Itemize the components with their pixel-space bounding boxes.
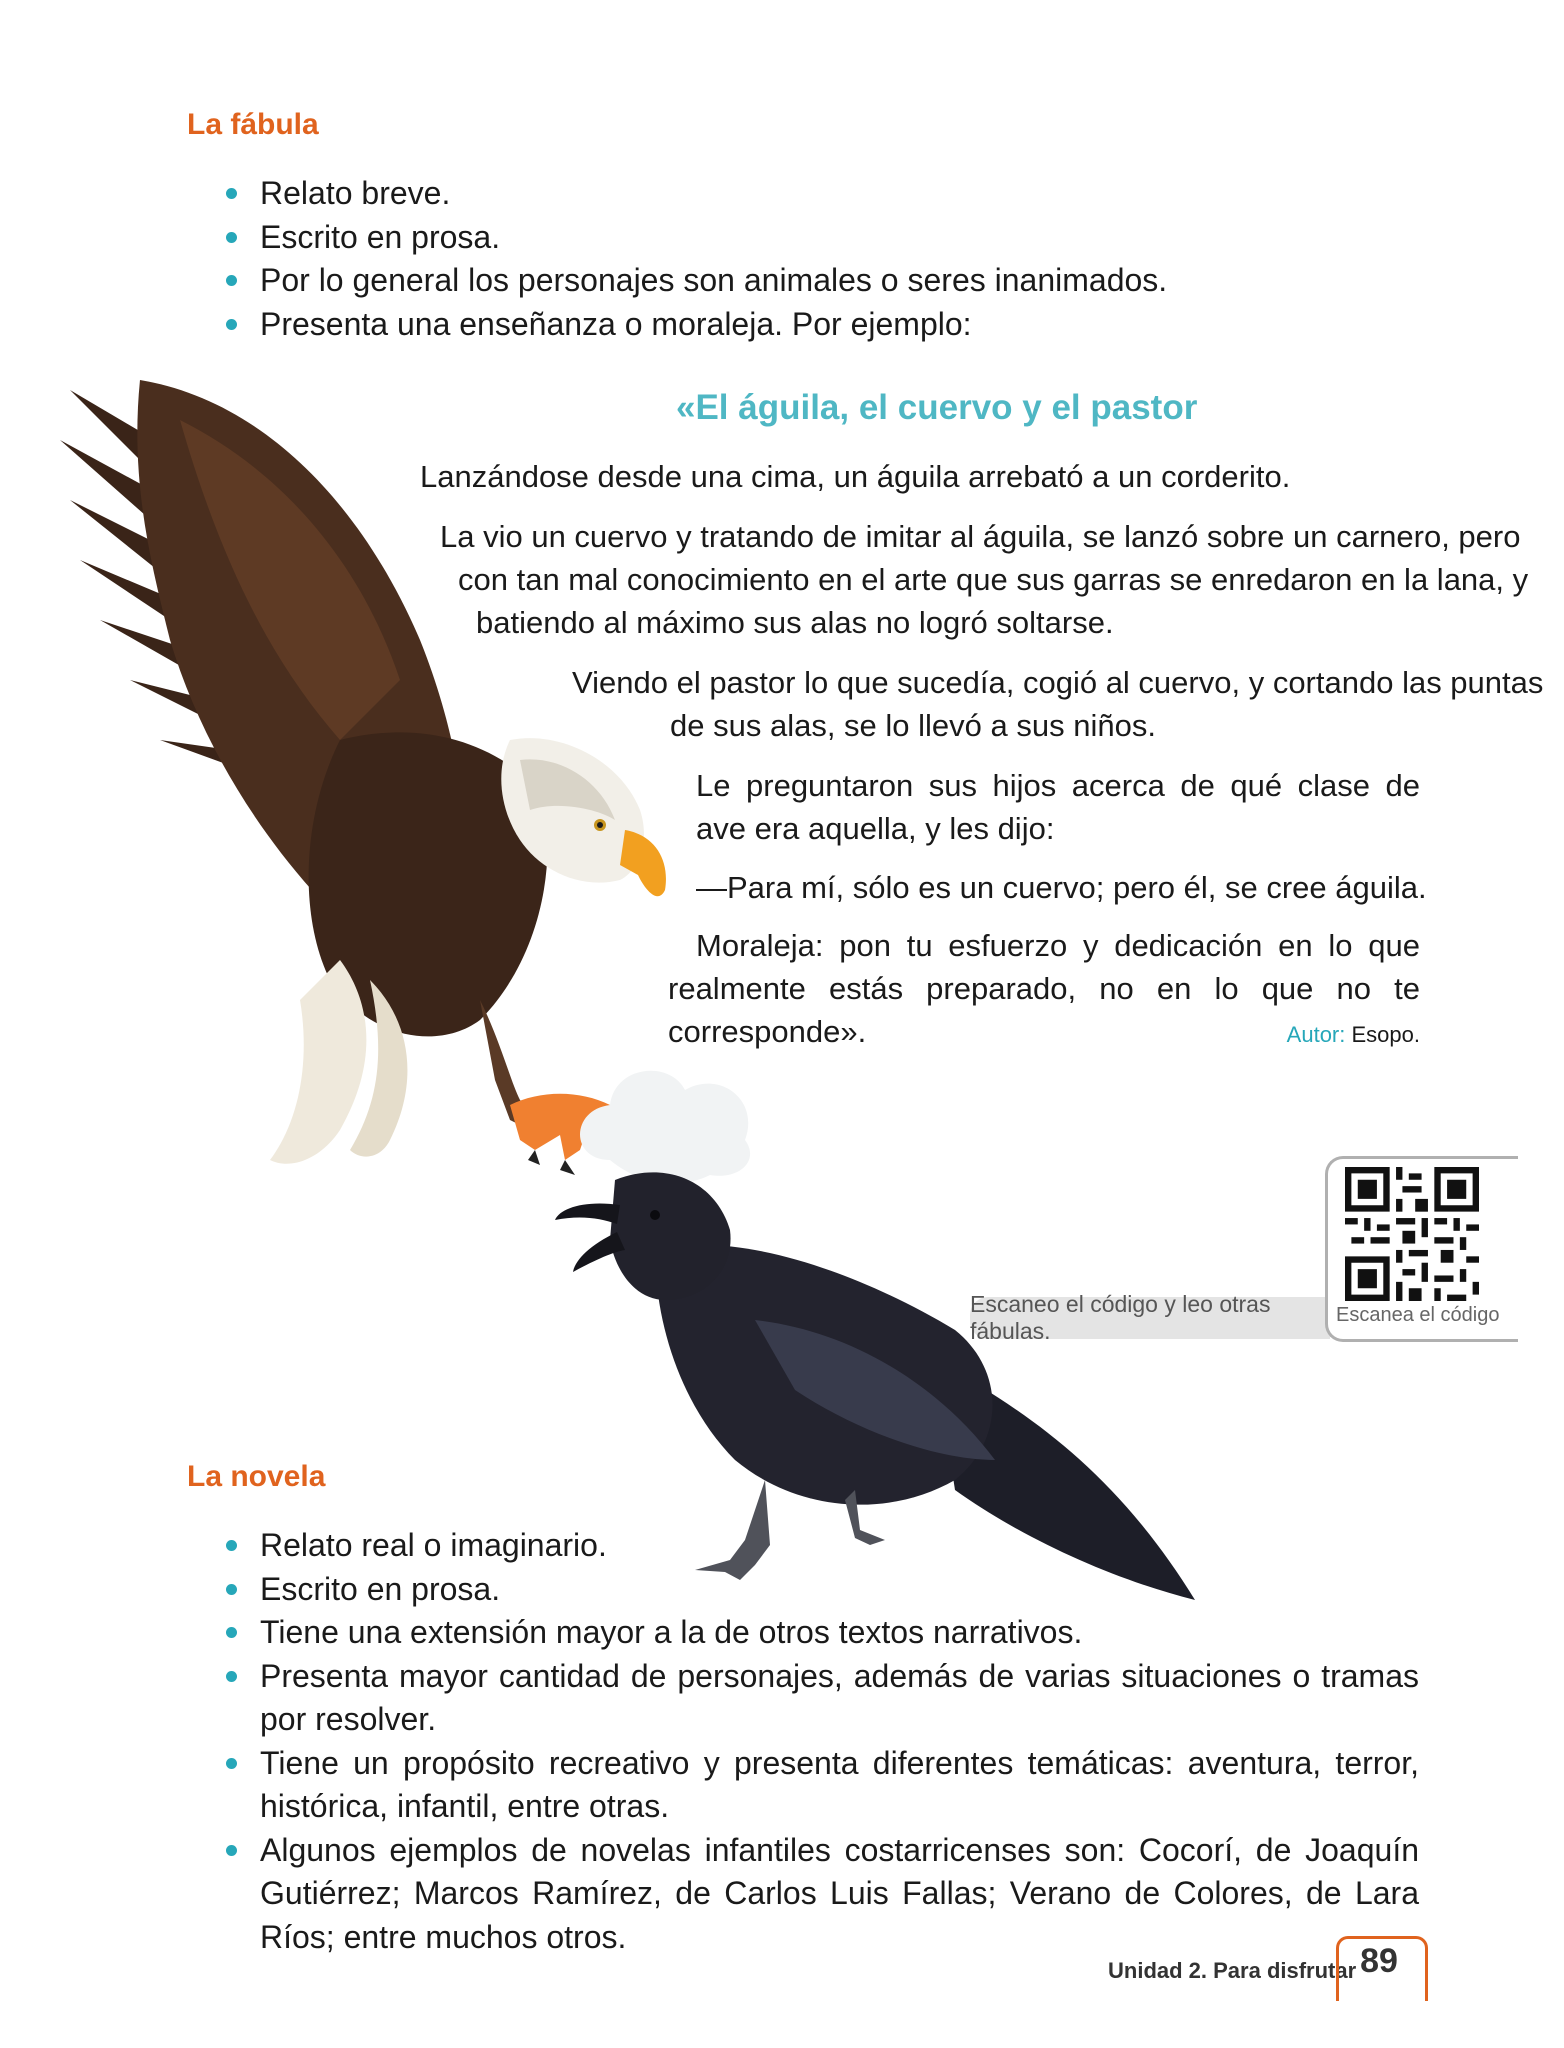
list-item: Relato breve. bbox=[224, 172, 1167, 216]
fable-paragraph: con tan mal conocimiento en el arte que sus garras se enredaron en la lana, y bbox=[458, 562, 1529, 597]
fable-paragraph: de sus alas, se lo llevó a sus niños. bbox=[670, 708, 1156, 743]
fable-paragraph: La vio un cuervo y tratando de imitar al águila, se lanzó sobre un carnero, pero bbox=[440, 519, 1521, 554]
fable-paragraph: Moraleja: pon tu esfuerzo y dedicación en lo que realmente estás preparado, no en lo que no te corresponde». bbox=[668, 928, 1420, 1049]
fable-paragraph: Le preguntaron sus hijos acerca de qué clase de ave era aquella, y les dijo: bbox=[696, 768, 1420, 846]
list-item: Algunos ejemplos de novelas infantiles costarricenses son: Cocorí, de Joaquín Gutiérrez; Marcos Ramírez, de Carlos Luis Fallas; Verano de Colores, de Lara Ríos; entre muchos otros. bbox=[224, 1829, 1419, 1960]
list-item: Presenta una enseñanza o moraleja. Por ejemplo: bbox=[224, 303, 1167, 347]
fable-story-title: «El águila, el cuervo y el pastor bbox=[676, 388, 1198, 427]
fable-paragraph: —Para mí, sólo es un cuervo; pero él, se cree águila. bbox=[696, 870, 1427, 905]
list-item: Tiene una extensión mayor a la de otros textos narrativos. bbox=[224, 1611, 1419, 1655]
unit-label: Unidad 2. Para disfrutar bbox=[1108, 1958, 1357, 1983]
author-label: Autor: bbox=[1286, 1022, 1346, 1047]
list-item: Presenta mayor cantidad de personajes, además de varias situaciones o tramas por resolver. bbox=[224, 1655, 1419, 1742]
author-credit bbox=[1287, 1022, 1420, 1048]
fable-paragraph: Lanzándose desde una cima, un águila arrebató a un corderito. bbox=[420, 459, 1291, 494]
list-item: Relato real o imaginario. bbox=[224, 1524, 1419, 1568]
author-name: Esopo. bbox=[1351, 1022, 1420, 1047]
fable-paragraph: batiendo al máximo sus alas no logró soltarse. bbox=[476, 605, 1114, 640]
fable-bullet-list bbox=[224, 172, 1167, 346]
qr-prompt: Escaneo el código y leo otras fábulas. bbox=[970, 1297, 1330, 1339]
page-number: 89 bbox=[1360, 1942, 1398, 1980]
fable-heading: La fábula bbox=[187, 108, 319, 141]
qr-caption: Escanea el código bbox=[1336, 1304, 1500, 1326]
list-item: Escrito en prosa. bbox=[224, 1568, 1419, 1612]
qr-code-icon[interactable] bbox=[1345, 1167, 1479, 1301]
list-item: Por lo general los personajes son animales o seres inanimados. bbox=[224, 259, 1167, 303]
novel-heading: La novela bbox=[187, 1460, 326, 1493]
list-item: Tiene un propósito recreativo y presenta diferentes temáticas: aventura, terror, histórica, infantil, entre otras. bbox=[224, 1742, 1419, 1829]
novel-bullet-list bbox=[224, 1524, 1419, 1959]
fable-paragraph: Viendo el pastor lo que sucedía, cogió al cuervo, y cortando las puntas bbox=[572, 665, 1544, 700]
list-item: Escrito en prosa. bbox=[224, 216, 1167, 260]
